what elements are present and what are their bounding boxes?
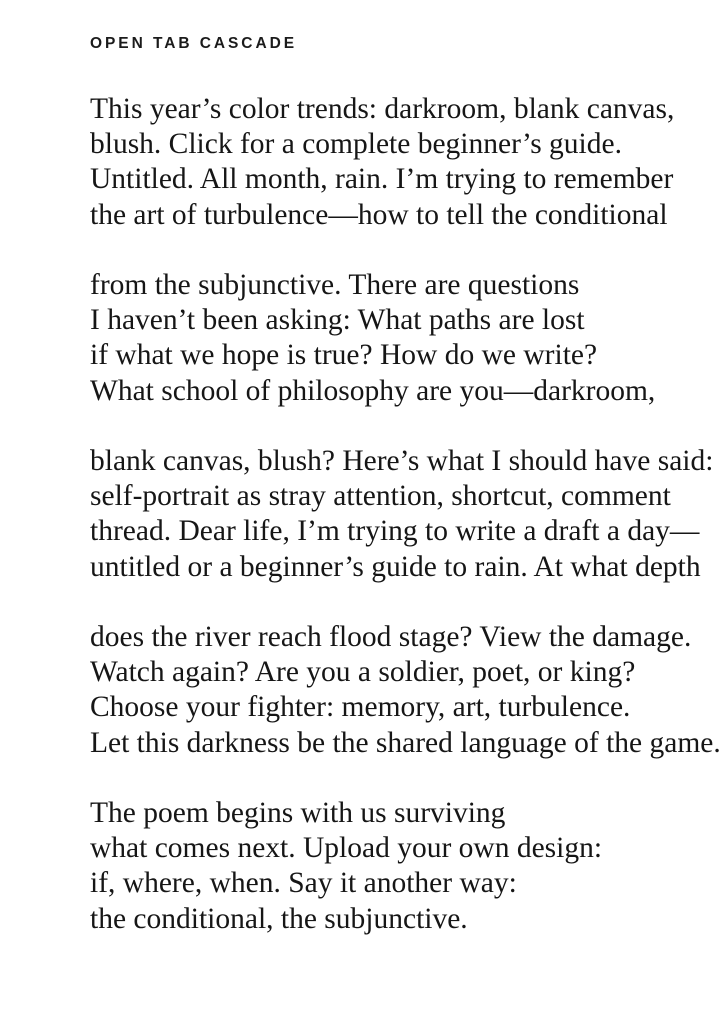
poem-line: blush. Click for a complete beginner’s guide. [90, 128, 622, 161]
poem-line: thread. Dear life, I’m trying to write a draft a day— [90, 515, 700, 548]
poem-line: untitled or a beginner’s guide to rain. At what depth [90, 550, 701, 583]
poem-line: Watch again? Are you a soldier, poet, or king? [90, 656, 636, 689]
poem-line: Let this darkness be the shared language of the game. [90, 726, 721, 759]
poem-line: This year’s color trends: darkroom, blank canvas, [90, 93, 675, 125]
poem-line: the conditional, the subjunctive. [90, 902, 468, 935]
poem-line: self-portrait as stray attention, shortcut, comment [90, 480, 671, 513]
poem-line: what comes next. Upload your own design: [90, 832, 603, 865]
poem-line: I haven’t been asking: What paths are lost [90, 304, 585, 337]
poem-line: if what we hope is true? How do we write? [90, 339, 598, 372]
stanza [90, 620, 721, 761]
poem-line: The poem begins with us surviving [90, 797, 506, 829]
page-title: OPEN TAB CASCADE [90, 35, 298, 53]
stanza [90, 92, 675, 233]
stanza [90, 268, 656, 409]
stanza [90, 796, 650, 937]
poem-line: blank canvas, blush? Here’s what I should have said: [90, 445, 714, 477]
poem-body [90, 92, 721, 937]
poem-line: from the subjunctive. There are questions [90, 269, 580, 301]
poem-line: Choose your fighter: memory, art, turbulence. [90, 691, 631, 724]
poem-line: the art of turbulence—how to tell the conditional [90, 198, 668, 231]
poem-line: What school of philosophy are you—darkroom, [90, 374, 656, 407]
stanza [90, 444, 714, 585]
poem-line: does the river reach flood stage? View the damage. [90, 621, 692, 653]
poem-line: Untitled. All month, rain. I’m trying to remember [90, 163, 674, 196]
poem-line: if, where, when. Say it another way: [90, 867, 517, 900]
